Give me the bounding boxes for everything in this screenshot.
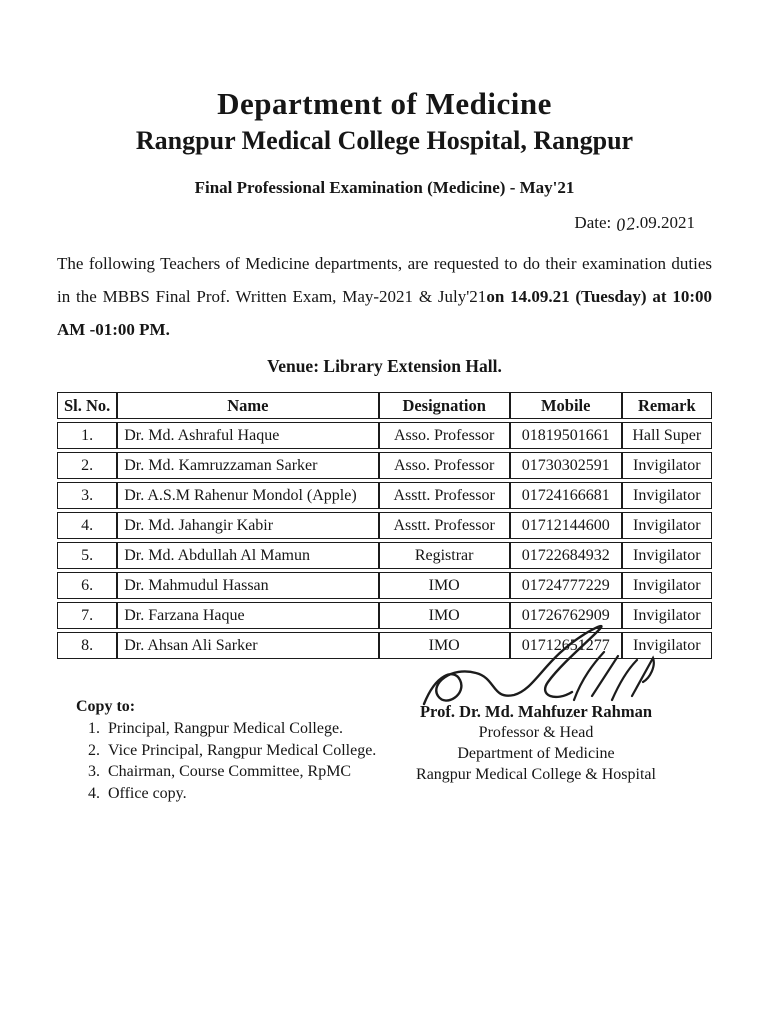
copy-to-block [76,698,376,804]
signatory-department: Department of Medicine [457,745,615,762]
cell-mobile: 01730302591 [510,452,622,479]
cell-designation: IMO [379,632,510,659]
table-row [57,482,712,509]
cell-remark: Invigilator [622,632,712,659]
cell-sl: 4. [57,512,117,539]
cell-remark: Invigilator [622,602,712,629]
notice-text-normal: The following Teachers of Medicine departments, are requested to do their examination duties in the MBBS Final Prof. Written Exam, May-2021 & July'21 [57,254,712,307]
exam-subtitle: Final Professional Examination (Medicine) - May'21 [194,178,575,197]
cell-mobile: 01726762909 [510,602,622,629]
cell-sl: 1. [57,422,117,449]
copy-to-label: Copy to: [76,698,136,715]
notice-paragraph [57,247,712,346]
header-mobile: Mobile [510,392,622,419]
date-rest: .09.2021 [635,213,695,232]
cell-designation: Asstt. Professor [379,482,510,509]
cell-remark: Invigilator [622,482,712,509]
table-row [57,452,712,479]
cell-name: Dr. Md. Kamruzzaman Sarker [117,452,378,479]
header-sl-no: Sl. No. [57,392,117,419]
copy-to-item: 2. Vice Principal, Rangpur Medical College. [104,740,376,762]
copy-to-item: 4. Office copy. [104,783,376,805]
cell-sl: 7. [57,602,117,629]
cell-designation: Asstt. Professor [379,512,510,539]
cell-mobile: 01724166681 [510,482,622,509]
cell-sl: 5. [57,542,117,569]
cell-designation: Asso. Professor [379,452,510,479]
venue-line: Venue: Library Extension Hall. [267,356,502,377]
table-row [57,422,712,449]
header-name: Name [117,392,378,419]
signatory-institution: Rangpur Medical College & Hospital [416,766,656,783]
table-row [57,572,712,599]
header-remark: Remark [622,392,712,419]
signatory-name: Prof. Dr. Md. Mahfuzer Rahman [419,702,653,721]
cell-designation: Registrar [379,542,510,569]
header-designation: Designation [379,392,510,419]
date-line [0,212,695,233]
cell-mobile: 01722684932 [510,542,622,569]
notice-text-bold: on 14.09.21 (Tuesday) at 10:00 AM -01:00 PM. [57,287,713,340]
cell-sl: 8. [57,632,117,659]
cell-mobile: 01724777229 [510,572,622,599]
cell-remark: Invigilator [622,512,712,539]
department-title: Department of Medicine [217,86,552,121]
cell-mobile: 01819501661 [510,422,622,449]
copy-to-item: 3. Chairman, Course Committee, RpMC [104,761,376,783]
signature-block [388,616,684,785]
cell-name: Dr. Mahmudul Hassan [117,572,378,599]
signature-scrawl-icon [396,616,676,716]
table-row [57,542,712,569]
cell-designation: IMO [379,572,510,599]
cell-name: Dr. Md. Jahangir Kabir [117,512,378,539]
cell-sl: 2. [57,452,117,479]
cell-designation: Asso. Professor [379,422,510,449]
cell-remark: Hall Super [622,422,712,449]
cell-name: Dr. Md. Abdullah Al Mamun [117,542,378,569]
cell-name: Dr. Ahsan Ali Sarker [117,632,378,659]
copy-to-list [76,718,376,804]
cell-remark: Invigilator [622,542,712,569]
cell-remark: Invigilator [622,572,712,599]
cell-remark: Invigilator [622,452,712,479]
cell-sl: 6. [57,572,117,599]
signatory-title: Professor & Head [478,724,594,741]
cell-sl: 3. [57,482,117,509]
cell-designation: IMO [379,602,510,629]
table-row [57,512,712,539]
institution-title: Rangpur Medical College Hospital, Rangpur [135,126,634,155]
date-label: Date: [574,213,612,232]
date-handwritten-day: 02 [614,213,637,235]
cell-mobile: 01712144600 [510,512,622,539]
table-header-row [57,392,712,419]
cell-name: Dr. Md. Ashraful Haque [117,422,378,449]
cell-name: Dr. A.S.M Rahenur Mondol (Apple) [117,482,378,509]
cell-mobile: 01712651277 [510,632,622,659]
cell-name: Dr. Farzana Haque [117,602,378,629]
copy-to-item: 1. Principal, Rangpur Medical College. [104,718,376,740]
